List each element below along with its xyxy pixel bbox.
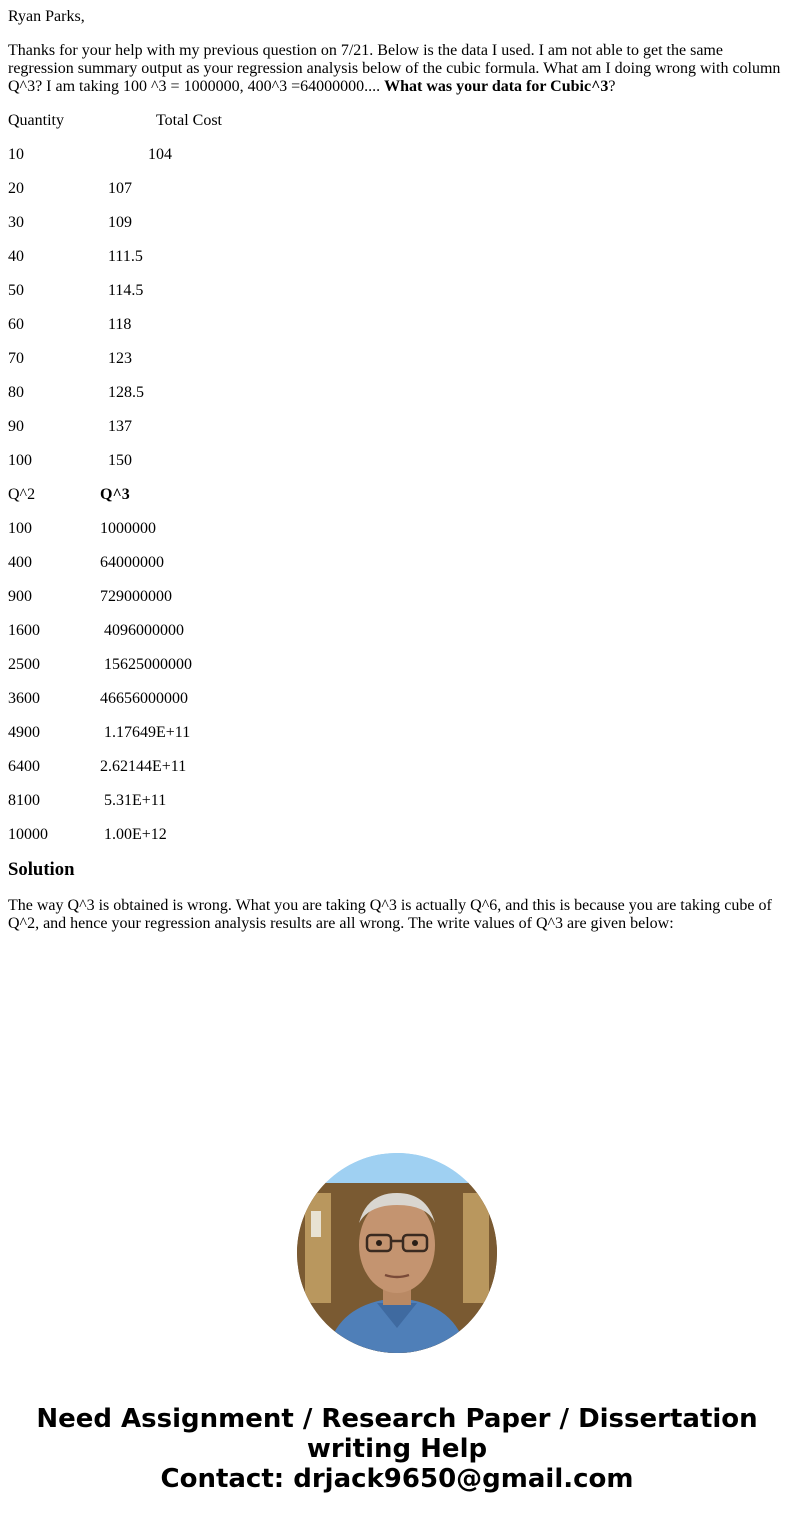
table2-cell-q2: 8100 [8,792,40,809]
table2-cell-q2: 400 [8,554,32,571]
table-row [8,554,786,572]
table-row [8,350,786,368]
quantity-cost-table [8,112,786,470]
table-row [8,282,786,300]
solution-paragraph: The way Q^3 is obtained is wrong. What you are taking Q^3 is actually Q^6, and this is because you are taking cube of Q^2, and hence your regression analysis results are all wrong. The write values of Q^3 are given below: [8,897,772,932]
table2-cell-q2: 1600 [8,622,40,639]
table1-cell-quantity: 100 [8,452,32,469]
document-body [8,8,786,933]
author-photo-image [297,1153,497,1353]
table-row [8,724,786,742]
table-row [8,826,786,844]
table2-cell-q3: 46656000000 [100,690,188,707]
promo-line-2: writing Help [306,1434,488,1464]
table2-cell-q3: 15625000000 [104,656,192,673]
table-row [8,656,786,674]
table-row [8,588,786,606]
table2-cell-q3: 1000000 [100,520,156,537]
table2-header-row [8,486,786,504]
table2-cell-q3: 4096000000 [104,622,184,639]
table2-cell-q3: 1.17649E+11 [104,724,191,741]
table1-cell-quantity: 80 [8,384,24,401]
table-row [8,214,786,232]
table-row [8,384,786,402]
greeting: Ryan Parks, [8,8,85,25]
table1-cell-quantity: 50 [8,282,24,299]
intro-text: Thanks for your help with my previous question on 7/21. Below is the data I used. I am not able to get the same regression summary output as your regression analysis below of the cubic formula. What am I doing wrong with column Q^3? I am taking 100 ^3 = 1000000, 400^3 =64000000.... [8,42,781,95]
promo-banner [0,1404,794,1494]
table2-cell-q2: 10000 [8,826,48,843]
q-squared-cubed-table [8,486,786,844]
table1-cell-cost: 114.5 [108,282,144,299]
table1-cell-quantity: 20 [8,180,24,197]
table1-cell-cost: 150 [108,452,132,469]
table-row [8,520,786,538]
table1-cell-cost: 111.5 [108,248,143,265]
promo-line-1: Need Assignment / Research Paper / Dissertation [36,1404,758,1434]
table2-cell-q3: 729000000 [100,588,172,605]
table1-cell-quantity: 70 [8,350,24,367]
intro-bold-question: What was your data for Cubic^3 [384,78,609,95]
table-row [8,792,786,810]
table1-cell-quantity: 60 [8,316,24,333]
table1-cell-cost: 104 [148,146,172,163]
table1-cell-cost: 118 [108,316,132,333]
table2-cell-q2: 100 [8,520,32,537]
table2-cell-q2: 6400 [8,758,40,775]
table1-cell-cost: 128.5 [108,384,144,401]
table-row [8,180,786,198]
table2-cell-q2: 3600 [8,690,40,707]
promo-contact-line: Contact: drjack9650@gmail.com [160,1464,634,1494]
table-row [8,622,786,640]
table2-cell-q2: 4900 [8,724,40,741]
table2-cell-q2: 2500 [8,656,40,673]
table2-header-q2: Q^2 [8,486,36,503]
table1-header-row [8,112,786,130]
table-row [8,758,786,776]
table2-cell-q3: 2.62144E+11 [100,758,187,775]
table1-cell-cost: 107 [108,180,132,197]
table1-cell-quantity: 30 [8,214,24,231]
table-row [8,248,786,266]
author-avatar [297,1153,497,1353]
solution-heading: Solution [8,859,75,880]
table-row [8,316,786,334]
table1-cell-quantity: 40 [8,248,24,265]
table2-cell-q3: 1.00E+12 [104,826,167,843]
table1-cell-cost: 137 [108,418,132,435]
table1-header-total-cost: Total Cost [156,112,222,129]
table1-cell-quantity: 90 [8,418,24,435]
table1-cell-cost: 109 [108,214,132,231]
table2-header-q3: Q^3 [100,486,130,503]
table1-cell-quantity: 10 [8,146,24,163]
table2-cell-q3: 64000000 [100,554,164,571]
table1-header-quantity: Quantity [8,112,64,129]
table-row [8,452,786,470]
table-row [8,418,786,436]
table1-cell-cost: 123 [108,350,132,367]
table2-cell-q2: 900 [8,588,32,605]
intro-paragraph [8,42,786,96]
table-row [8,690,786,708]
table2-cell-q3: 5.31E+11 [104,792,167,809]
table-row [8,146,786,164]
intro-trailing: ? [608,78,616,95]
